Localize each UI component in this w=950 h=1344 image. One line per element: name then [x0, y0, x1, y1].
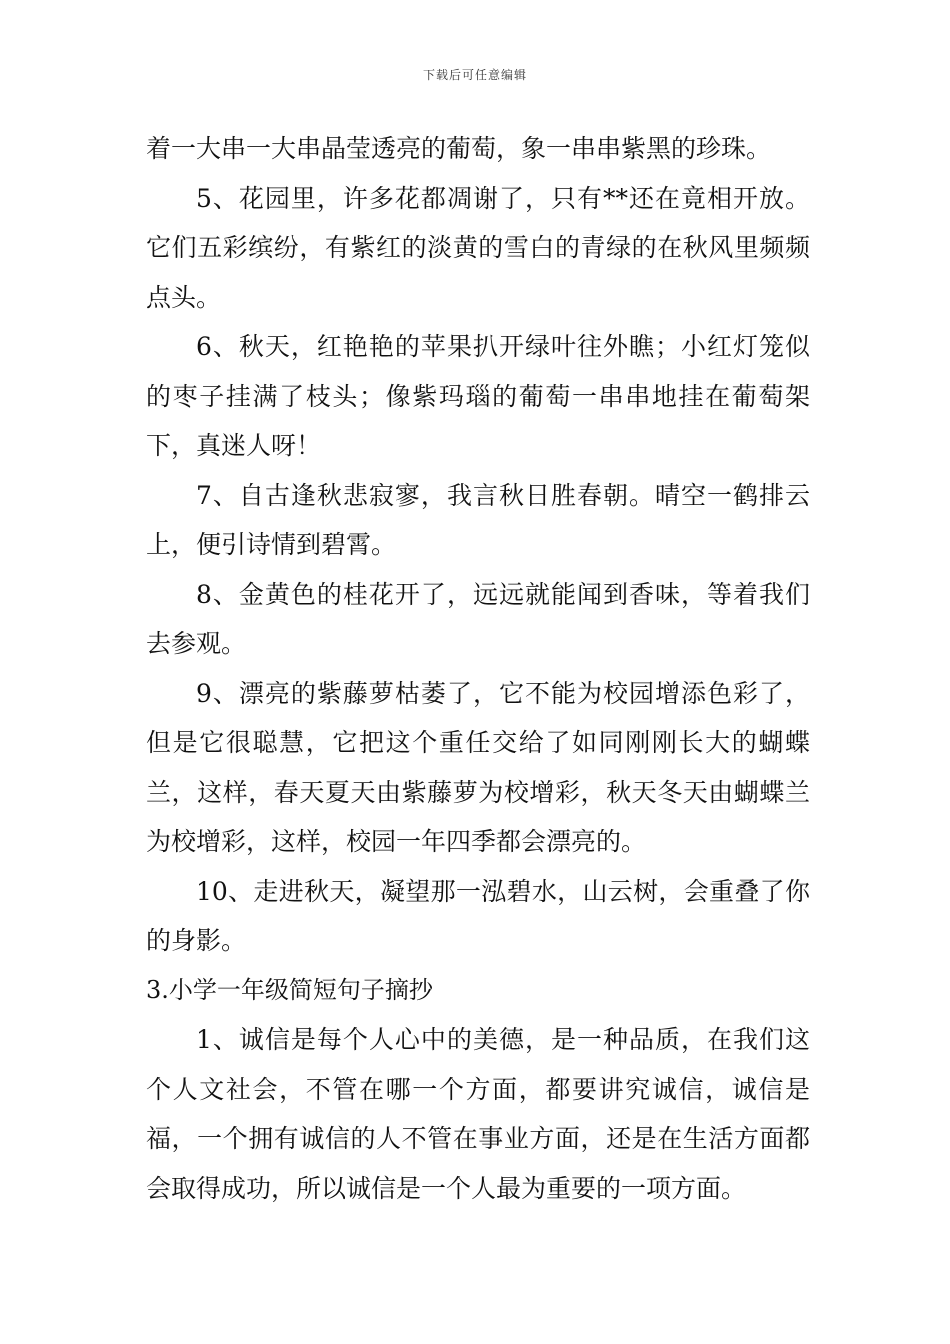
paragraph-item-7: 7、自古逢秋悲寂寥，我言秋日胜春朝。晴空一鹤排云上，便引诗情到碧霄。 [146, 480, 810, 559]
section-heading: 3.小学一年级简短句子摘抄 [146, 975, 433, 1004]
paragraph-item-5: 5、花园里，许多花都凋谢了，只有**还在竟相开放。它们五彩缤纷，有紫红的淡黄的雪白的青绿的在秋风里频频点头。 [146, 183, 810, 312]
section-paragraph-item-1: 1、诚信是每个人心中的美德，是一种品质，在我们这个人文社会，不管在哪一个方面，都要讲究诚信，诚信是福，一个拥有诚信的人不管在事业方面，还是在生活方面都会取得成功，所以诚信是一个人最为重要的一项方面。 [146, 1025, 810, 1203]
paragraph-item-9: 9、漂亮的紫藤萝枯萎了，它不能为校园增添色彩了，但是它很聪慧，它把这个重任交给了如同刚刚长大的蝴蝶兰，这样，春天夏天由紫藤萝为校增彩，秋天冬天由蝴蝶兰为校增彩，这样，校园一年四季都会漂亮的。 [146, 678, 810, 856]
paragraph-item-6: 6、秋天，红艳艳的苹果扒开绿叶往外瞧；小红灯笼似的枣子挂满了枝头；像紫玛瑙的葡萄一串串地挂在葡萄架下，真迷人呀！ [146, 332, 810, 460]
page-header-note: 下载后可任意编辑 [422, 68, 527, 82]
document-body [146, 124, 810, 1213]
paragraph-item-10: 10、走进秋天，凝望那一泓碧水，山云树，会重叠了你的身影。 [146, 876, 810, 955]
paragraph-item-8: 8、金黄色的桂花开了，远远就能闻到香味，等着我们去参观。 [146, 579, 810, 658]
paragraph-continuation: 着一大串一大串晶莹透亮的葡萄，象一串串紫黑的珍珠。 [146, 134, 772, 163]
